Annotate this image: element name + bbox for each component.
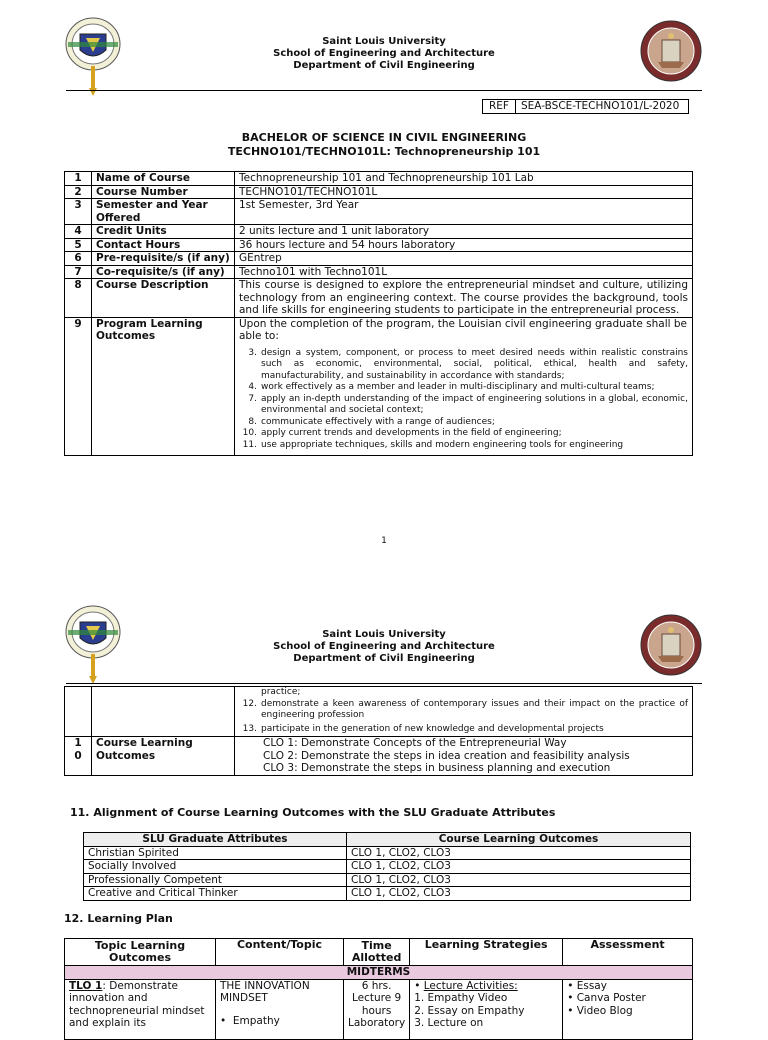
- list-item: 12. demonstrate a keen awareness of contemporary issues and their impact on the practice of engineering profession: [242, 698, 688, 720]
- table-row: 7 Co-requisite/s (if any) Techno101 with Techno101L: [65, 265, 693, 279]
- table-row: 8 Course Description This course is designed to explore the entrepreneurial mindset and culture, utilizing technology from an engineering context. The course provides the background, tools and life skills for engineering students to participate in the entrepreneurial process.: [65, 279, 693, 318]
- list-item: practice;: [261, 687, 301, 697]
- ref-box: [482, 99, 689, 114]
- table-row: 9 Program Learning Outcomes Upon the completion of the program, the Louisian civil engineering graduate shall be able to: 3. design a system, component, or process to meet desired needs within realistic constrains such as economic, environmental, social, political, ethical, health and safety, manufacturability, and sustainability in accordance with standards; 4. work effectively as a member and leader in multi-disciplinary and multi-cultural teams; 7. apply an in-depth understanding of the impact of engineering solutions in a global, economic, environmental and societal context; 8. communicate effectively with a range of audiences; 10. apply current trends and developments in the field of engineering; 11. use appropriate techniques, skills and modern engineering tools for engineering: [65, 317, 693, 456]
- header-rule: [66, 90, 702, 91]
- page2-header: [0, 629, 768, 665]
- table-row: 4 Credit Units 2 units lecture and 1 unit laboratory: [65, 225, 693, 239]
- clo-item: CLO 3: Demonstrate the steps in business planning and execution: [263, 762, 611, 774]
- university-name: Saint Louis University: [322, 629, 446, 640]
- department-name: Department of Civil Engineering: [293, 653, 475, 664]
- course-info-table: [64, 171, 693, 456]
- department-name: Department of Civil Engineering: [293, 60, 475, 71]
- title-line1: BACHELOR OF SCIENCE IN CIVIL ENGINEERING: [241, 131, 527, 144]
- course-info-table-continued: [64, 686, 693, 776]
- university-name: Saint Louis University: [322, 36, 446, 47]
- section12-title: 12. Learning Plan: [64, 912, 173, 925]
- term-band: MIDTERMS: [65, 966, 693, 980]
- page-number: 1: [381, 536, 387, 546]
- table-row: 5 Contact Hours 36 hours lecture and 54 hours laboratory: [65, 238, 693, 252]
- table-row: Christian Spirited CLO 1, CLO2, CLO3: [84, 846, 691, 860]
- table-row: 1 0 Course Learning Outcomes CLO 1: Demonstrate Concepts of the Entrepreneurial Way CLO 2: Demonstrate the steps in idea creation and feasibility analysis CLO 3: Demonstrate the steps in business planning and execution: [65, 737, 693, 776]
- table-row: Professionally Competent CLO 1, CLO2, CLO3: [84, 873, 691, 887]
- school-name: School of Engineering and Architecture: [273, 641, 495, 652]
- table-row: 3 Semester and Year Offered 1st Semester, 3rd Year: [65, 199, 693, 225]
- table-header: SLU Graduate Attributes Course Learning Outcomes: [84, 833, 691, 847]
- clo-item: CLO 2: Demonstrate the steps in idea creation and feasibility analysis: [263, 749, 630, 762]
- list-item: 7. apply an in-depth understanding of the impact of engineering solutions in a global, economic, environmental and societal context;: [248, 393, 688, 415]
- header-rule: [66, 683, 702, 684]
- school-name: School of Engineering and Architecture: [273, 48, 495, 59]
- plo-list: [239, 348, 688, 452]
- page2-separator: [0, 580, 768, 596]
- ref-label: REF: [483, 100, 516, 114]
- list-item: 4. work effectively as a member and leader in multi-disciplinary and multi-cultural teams;: [248, 382, 655, 392]
- clo-item: CLO 1: Demonstrate Concepts of the Entrepreneurial Way: [263, 737, 567, 749]
- section11-title: 11. Alignment of Course Learning Outcomes with the SLU Graduate Attributes: [70, 806, 556, 819]
- list-item: 10. apply current trends and developments in the field of engineering;: [242, 428, 562, 438]
- plo-list-continued: [239, 687, 688, 735]
- plo-intro: Upon the completion of the program, the Louisian civil engineering graduate shall be able to:: [239, 317, 688, 342]
- graduate-attributes-table: [83, 832, 691, 901]
- table-row: 6 Pre-requisite/s (if any) GEntrep: [65, 252, 693, 266]
- table-row: Creative and Critical Thinker CLO 1, CLO2, CLO3: [84, 887, 691, 901]
- table-row: [65, 687, 693, 737]
- table-row: TLO 1: Demonstrate innovation and technopreneurial mindset and explain its THE INNOVATION MINDSET • Empathy 6 hrs. Lecture 9 hours Laboratory • Lecture Activities: 1. Empathy Video 2. Essay on Empathy 3. Lecture on • Essay • Canva Poster • Video Blog: [65, 979, 693, 1039]
- table-header: Topic Learning Outcomes Content/Topic Time Allotted Learning Strategies Assessment: [65, 939, 693, 966]
- title-line2: TECHNO101/TECHNO101L: Technopreneurship 101: [227, 145, 541, 158]
- list-item: 11. use appropriate techniques, skills and modern engineering tools for engineering: [242, 439, 624, 450]
- table-row: 2 Course Number TECHNO101/TECHNO101L: [65, 185, 693, 199]
- table-row: 1 Name of Course Technopreneurship 101 and Technopreneurship 101 Lab: [65, 172, 693, 186]
- ref-value: SEA-BSCE-TECHNO101/L-2020: [515, 100, 688, 114]
- list-item: 3. design a system, component, or process to meet desired needs within realistic constrains such as economic, environmental, social, political, ethical, health and safety, manufacturability, and sustainability in accordance with standards;: [248, 347, 688, 381]
- page1-header: [0, 36, 768, 72]
- learning-plan-table: [64, 938, 693, 1040]
- list-item: 8. communicate effectively with a range of audiences;: [248, 416, 495, 427]
- document-title: [0, 131, 768, 159]
- list-item: 13. participate in the generation of new knowledge and developmental projects: [242, 723, 604, 734]
- table-row: Socially Involved CLO 1, CLO2, CLO3: [84, 860, 691, 874]
